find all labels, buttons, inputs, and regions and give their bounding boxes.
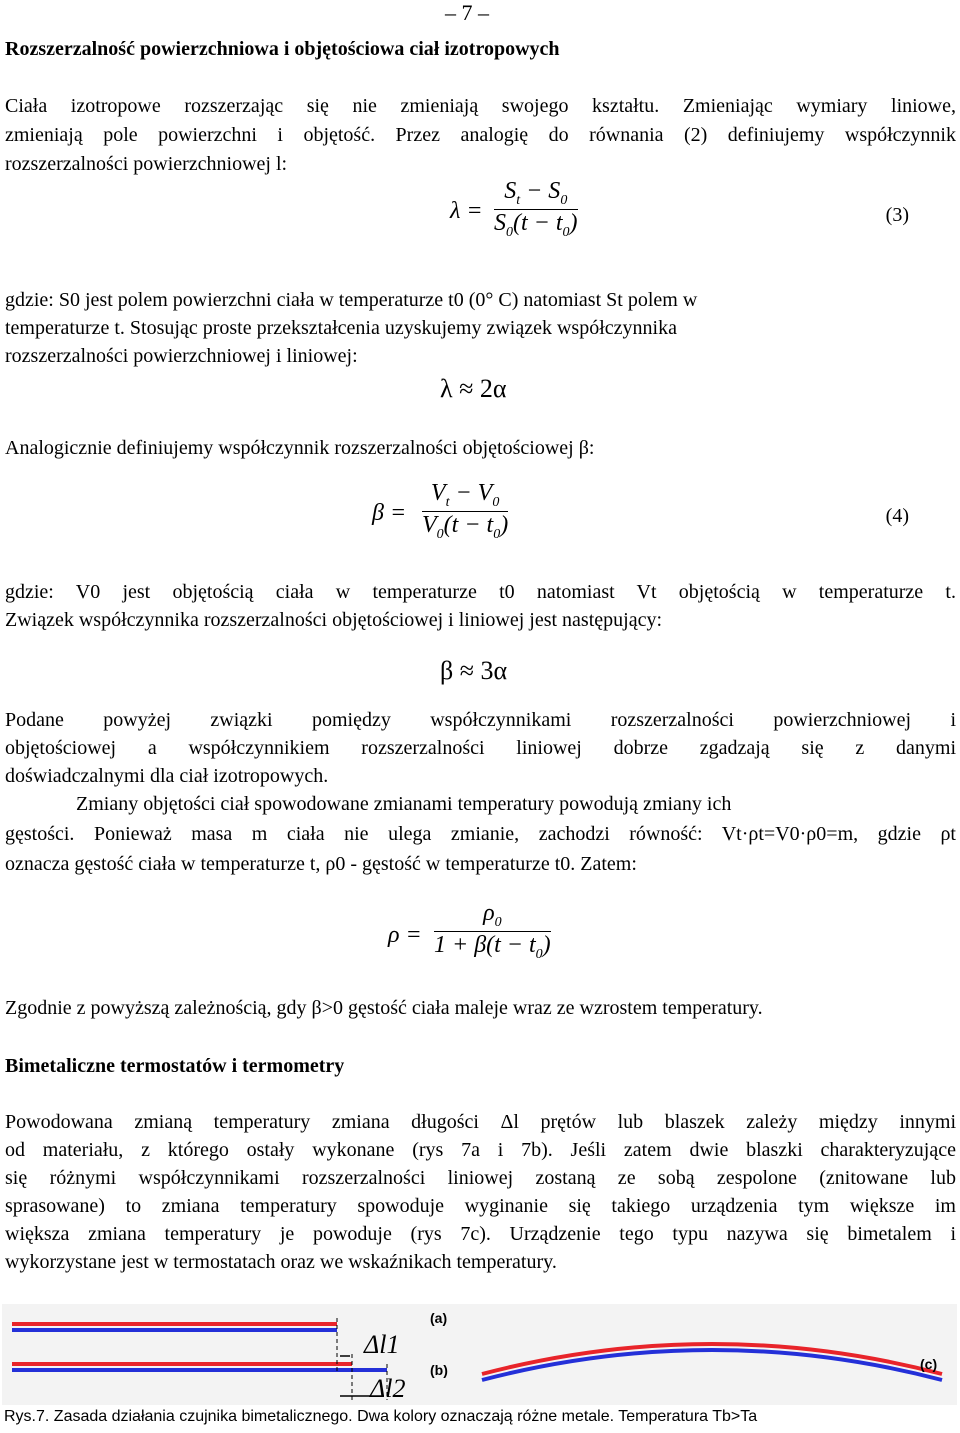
- page-number: – 7 –: [445, 0, 489, 25]
- paragraph-line: doświadczalnymi dla ciał izotropowych.: [5, 765, 329, 787]
- bimetal-diagram: [2, 1304, 957, 1405]
- paragraph-line: Ciała izotropowe rozszerzając się nie zmieniają swojego kształtu. Zmieniając wymiary liniowe,: [5, 95, 956, 117]
- relation-lambda-alpha: λ ≈ 2α: [440, 374, 507, 403]
- paragraph-line: gdzie: V0 jest objętością ciała w temperaturze t0 natomiast Vt objętością w temperaturze t.: [5, 581, 956, 603]
- eq4-fraction: $V_t - V_0$ $V_0(t - t_0)$: [422, 480, 509, 542]
- label-a: (a): [430, 1310, 448, 1326]
- eq3-fraction: $S_t - S_0$ $S_0(t - t_0)$: [494, 178, 578, 240]
- relation-beta-alpha: β ≈ 3α: [440, 656, 508, 685]
- paragraph-line: zmieniają pole powierzchni i objętość. Przez analogię do równania (2) definiujemy współczynnik: [5, 124, 956, 146]
- strip-c-blue: [482, 1350, 942, 1380]
- density-fraction: $\rho_0$ $1 + \beta(t - t_0)$: [434, 900, 551, 962]
- label-b: (b): [430, 1362, 448, 1378]
- paragraph-line: gdzie: S0 jest polem powierzchni ciała w temperaturze t0 (0° C) natomiast St polem w: [5, 289, 698, 311]
- figure-caption: Rys.7. Zasada działania czujnika bimetalicznego. Dwa kolory oznaczają różne metale. Temperatura Tb>Ta: [4, 1408, 758, 1425]
- paragraph-line: Podane powyżej związki pomiędzy współczynnikami rozszerzalności powierzchniowej i: [5, 709, 956, 731]
- paragraph-line: objętościowej a współczynnikiem rozszerzalności liniowej dobrze zgadzają się z danymi: [5, 737, 956, 759]
- bimetal-figure: [2, 1304, 957, 1405]
- paragraph-line: Powodowana zmianą temperatury zmiana długości Δl prętów lub blaszek zależy między innymi: [5, 1111, 956, 1133]
- paragraph-line: sprasowane) to zmiana temperatury spowoduje wyginanie się takiego urządzenia tym większe im: [5, 1195, 956, 1217]
- equation-number: (3): [885, 204, 909, 226]
- delta-l1-label: Δl1: [364, 1330, 400, 1359]
- paragraph-line: Zmiany objętości ciał spowodowane zmianami temperatury powodują zmiany ich: [76, 793, 732, 815]
- paragraph-line: oznacza gęstość ciała w temperaturze t, ρ0 - gęstość w temperaturze t0. Zatem:: [5, 853, 637, 875]
- paragraph-line: Analogicznie definiujemy współczynnik rozszerzalności objętościowej β:: [5, 437, 595, 459]
- section-title-expansion: Rozszerzalność powierzchniowa i objętościowa ciał izotropowych: [5, 38, 560, 60]
- paragraph-line: temperaturze t. Stosując proste przekształcenia uzyskujemy związek współczynnika: [5, 317, 677, 339]
- label-c: (c): [920, 1356, 938, 1372]
- paragraph-line: rozszerzalności powierzchniowej l:: [5, 153, 288, 175]
- rho-symbol: ρ =: [388, 922, 422, 948]
- paragraph-line: gęstości. Ponieważ masa m ciała nie ulega zmianie, zachodzi równość: Vt·ρt=V0·ρ0=m, gdzie ρt: [5, 823, 956, 845]
- section-title-bimetal: Bimetaliczne termostatów i termometry: [5, 1055, 345, 1077]
- equation-density: [388, 900, 608, 980]
- paragraph-line: rozszerzalności powierzchniowej i liniowej:: [5, 345, 358, 367]
- paragraph-line: od materiału, z którego ostały wykonane (rys 7a i 7b). Jeśli zatem dwie blaszki charakteryzujące: [5, 1139, 956, 1161]
- lambda-symbol: λ =: [450, 198, 483, 224]
- equation-4: [372, 480, 572, 560]
- paragraph-line: się różnymi współczynnikami rozszerzalności liniowej zostaną ze sobą zespolone (znitowane lub: [5, 1167, 956, 1189]
- paragraph-line: Zgodnie z powyższą zależnością, gdy β>0 gęstość ciała maleje wraz ze wzrostem temperatury.: [5, 997, 763, 1019]
- equation-3: [450, 178, 610, 258]
- beta-symbol: β =: [372, 500, 407, 526]
- paragraph-line: Związek współczynnika rozszerzalności objętościowej i liniowej jest następujący:: [5, 609, 663, 631]
- delta-l2-label: Δl2: [370, 1374, 406, 1403]
- equation-number: (4): [885, 505, 909, 527]
- paragraph-line: wykorzystane jest w termostatach oraz we wskaźnikach temperatury.: [5, 1251, 557, 1273]
- paragraph-line: większa zmiana temperatury je powoduje (rys 7c). Urządzenie tego typu nazywa się bimetalem i: [5, 1223, 956, 1245]
